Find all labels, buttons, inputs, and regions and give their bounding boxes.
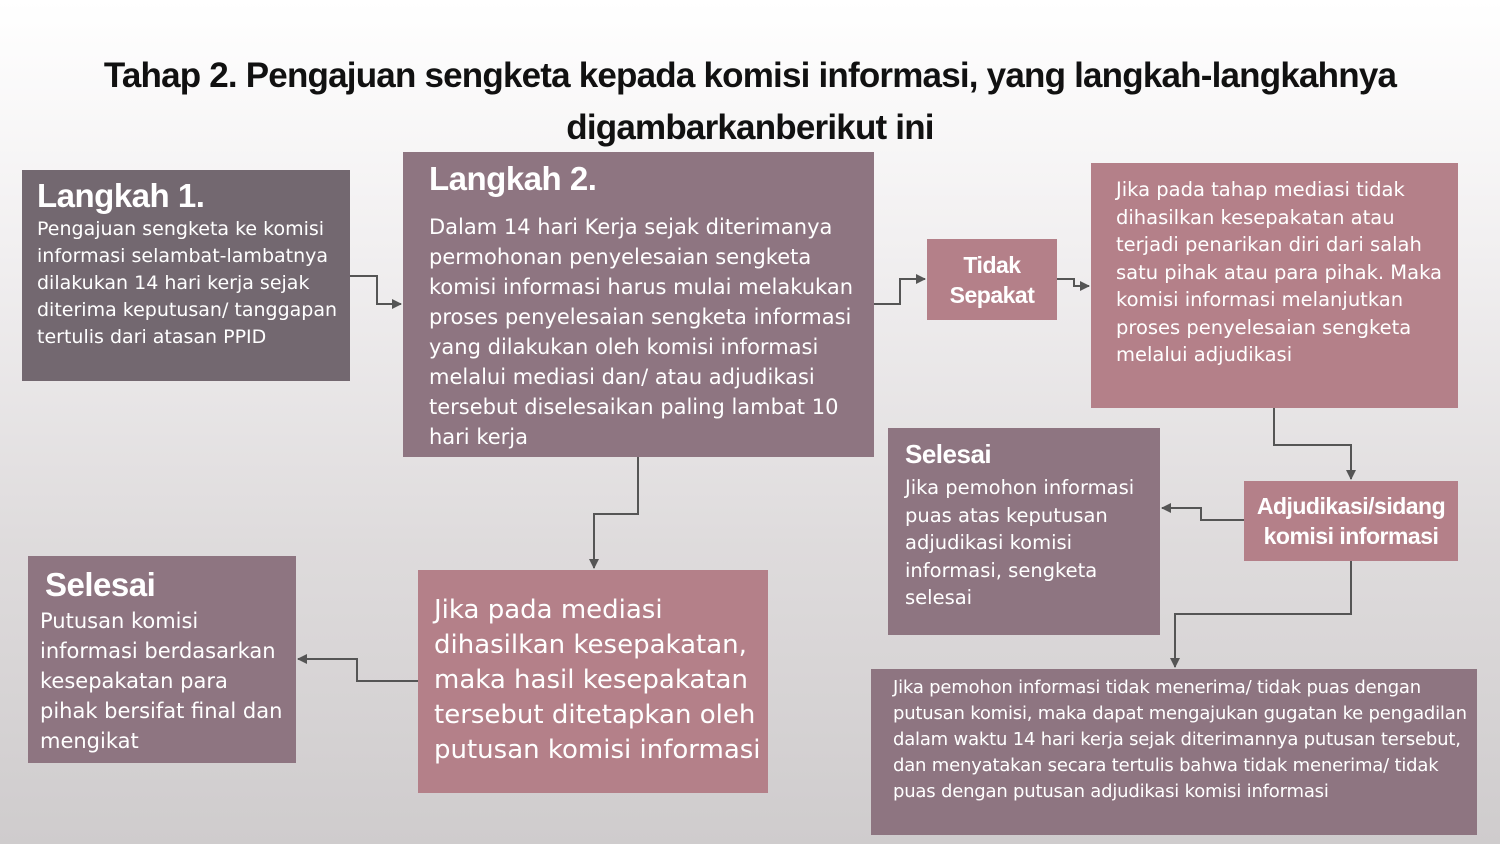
selesai-adjudication-text: Jika pemohon informasi puas atas keputusan adjudikasi komisi informasi, sengketa selesai	[905, 476, 1135, 609]
selesai-mediation-box	[28, 556, 296, 763]
no-agreement-text: Jika pada tahap mediasi tidak dihasilkan kesepakatan atau terjadi penarikan diri dari salah satu pihak atau para pihak. Maka komisi informasi melanjutkan proses penyelesaian sengketa melalui adjudikasi	[1116, 178, 1442, 366]
arrow-adjudikasi-to-gugatan	[1175, 561, 1351, 667]
selesai-adjudication-box	[888, 428, 1160, 635]
arrow-step2-to-mediation	[594, 457, 638, 568]
mediation-agreed-text: Jika pada mediasi dihasilkan kesepakatan, maka hasil kesepakatan tersebut ditetapkan oleh putusan komisi informasi	[434, 595, 761, 765]
mediation-agreed-box	[418, 570, 768, 793]
step-2-box	[403, 152, 874, 457]
arrow-tidak-sepakat-to-no-agreement	[1057, 279, 1089, 286]
arrow-mediation-to-selesai	[298, 659, 418, 681]
no-agreement-box	[1091, 163, 1458, 408]
selesai-adjudication-heading: Selesai	[905, 439, 992, 469]
arrow-step1-to-step2	[350, 276, 401, 304]
arrow-no-agreement-to-adjudikasi	[1274, 408, 1351, 479]
step-1-heading: Langkah 1.	[37, 177, 205, 214]
selesai-mediation-heading: Selesai	[45, 566, 156, 603]
tidak-sepakat-box	[927, 239, 1057, 320]
step-1-text: Pengajuan sengketa ke komisi informasi selambat-lambatnya dilakukan 14 hari kerja sejak diterima keputusan/ tanggapan tertulis dari atasan PPID	[37, 218, 338, 348]
gugatan-text: Jika pemohon informasi tidak menerima/ tidak puas dengan putusan komisi, maka dapat mengajukan gugatan ke pengadilan dalam waktu 14 hari kerja sejak diterimannya putusan tersebut, dan menyatakan secara tertulis bahwa tidak menerima/ tidak puas dengan putusan adjudikasi komisi informasi	[893, 677, 1467, 802]
tidak-sepakat-label: Tidak Sepakat	[949, 251, 1035, 308]
arrow-step2-to-tidak-sepakat	[874, 279, 925, 304]
step-2-heading: Langkah 2.	[429, 160, 597, 197]
adjudikasi-box	[1244, 481, 1458, 561]
step-2-text: Dalam 14 hari Kerja sejak diterimanya permohonan penyelesaian sengketa komisi informasi harus mulai melakukan proses penyelesaian sengketa informasi yang dilakukan oleh komisi informasi melalui mediasi dan/ atau adjudikasi tersebut diselesaikan paling lambat 10 hari kerja	[429, 215, 854, 449]
arrow-adjudikasi-to-selesai	[1162, 508, 1244, 520]
page-title: Tahap 2. Pengajuan sengketa kepada komisi informasi, yang langkah-langkahnya digambarkanberikut ini	[103, 56, 1397, 147]
adjudikasi-label: Adjudikasi/sidang komisi informasi	[1256, 493, 1446, 549]
step-1-box	[22, 170, 350, 381]
gugatan-box	[871, 669, 1477, 835]
selesai-mediation-text: Putusan komisi informasi berdasarkan kesepakatan para pihak bersifat final dan mengikat	[40, 609, 283, 753]
